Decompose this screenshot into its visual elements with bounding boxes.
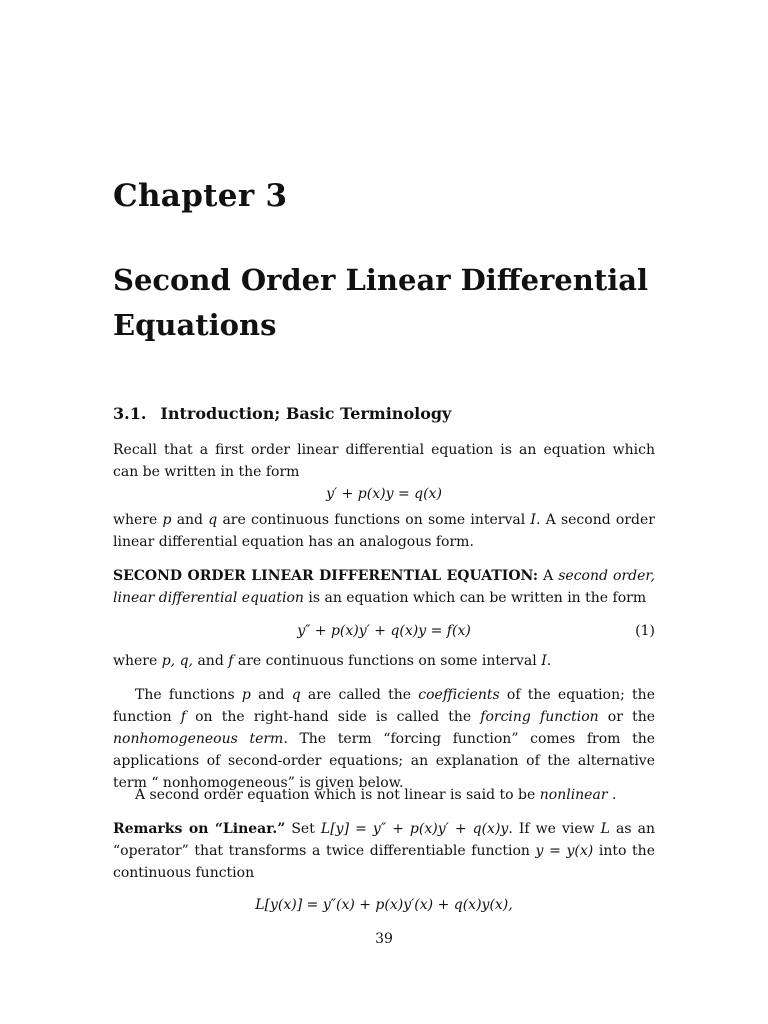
text-span: and [193, 653, 229, 669]
math-p: p [241, 687, 251, 703]
remarks-label: Remarks on “Linear.” [113, 821, 286, 837]
text-span: into the continuous function [113, 843, 655, 881]
text-span: Set [285, 821, 321, 837]
remarks-paragraph [113, 818, 655, 884]
chapter-heading: Chapter 3 [113, 178, 288, 214]
text-span: are called the [300, 687, 419, 703]
section-heading [113, 404, 451, 423]
equation-second-order [113, 620, 655, 642]
text-span: on the right-hand side is called the [185, 709, 481, 725]
text-span: A second order equation which is not linear is said to be [135, 787, 540, 803]
math-L: L [600, 821, 610, 837]
math-operator-def: L[y] = y″ + p(x)y′ + q(x)y [320, 821, 509, 837]
definition-paragraph [113, 565, 655, 609]
text-span: where [113, 653, 162, 669]
math-interval: I [541, 653, 547, 669]
section-number: 3.1. [113, 404, 147, 423]
math-q: q [208, 512, 218, 528]
text-span: The functions [135, 687, 242, 703]
term-nonlinear: nonlinear [539, 787, 608, 803]
equation-number: (1) [635, 623, 655, 639]
section-title: Introduction; Basic Terminology [160, 404, 452, 423]
term-forcing-function: forcing function [480, 709, 599, 725]
math-y-of-x: y = y(x) [535, 843, 594, 859]
term-nonhomogeneous: nonhomogeneous term [113, 731, 284, 747]
definition-label: SECOND ORDER LINEAR DIFFERENTIAL EQUATION: [113, 568, 539, 584]
text-span: . A second order linear differential equation has an analogous form. [113, 512, 655, 550]
chapter-title: Second Order Linear Differential Equations [113, 263, 649, 342]
math-interval: I [530, 512, 536, 528]
math-p: p [162, 512, 172, 528]
intro-text: Recall that a first order linear differential equation is an equation which can be written in the form [113, 442, 655, 480]
math-f: f [180, 709, 186, 725]
functions-paragraph [113, 684, 655, 794]
equation-operator: L[y(x)] = y″(x) + p(x)y′(x) + q(x)y(x), [255, 897, 513, 913]
definition-term: second order, linear differential equation [113, 568, 655, 606]
math-f: f [228, 653, 234, 669]
text-span: or the [598, 709, 655, 725]
text-span: are continuous functions on some interval [233, 653, 542, 669]
term-coefficients: coefficients [418, 687, 500, 703]
math-vars: p, q, [161, 653, 193, 669]
math-q: q [291, 687, 301, 703]
text-span: are continuous functions on some interval [217, 512, 531, 528]
text-span: . The term “forcing function” comes from the applications of second-order equations; an explanation of the alternative term “ nonhomogeneous” is given below. [113, 731, 655, 791]
text-span: A [538, 568, 559, 584]
text-span: . [546, 653, 552, 669]
text-span: as an “operator” that transforms a twice differentiable function [113, 821, 655, 859]
text-span: and [171, 512, 209, 528]
page-number: 39 [375, 931, 393, 947]
text-span: and [250, 687, 292, 703]
text-span: where [113, 512, 163, 528]
where-paragraph-1 [113, 509, 655, 553]
text-span: of the equation; the function [113, 687, 655, 725]
intro-paragraph [113, 439, 655, 483]
equation-expression: y″ + p(x)y′ + q(x)y = f(x) [297, 623, 471, 639]
equation-first-order: y′ + p(x)y = q(x) [326, 486, 442, 502]
where-paragraph-2 [113, 650, 655, 672]
text-span: is an equation which can be written in the form [303, 590, 647, 606]
text-span: . If we view [508, 821, 601, 837]
nonlinear-paragraph [113, 784, 655, 806]
text-span: . [607, 787, 617, 803]
